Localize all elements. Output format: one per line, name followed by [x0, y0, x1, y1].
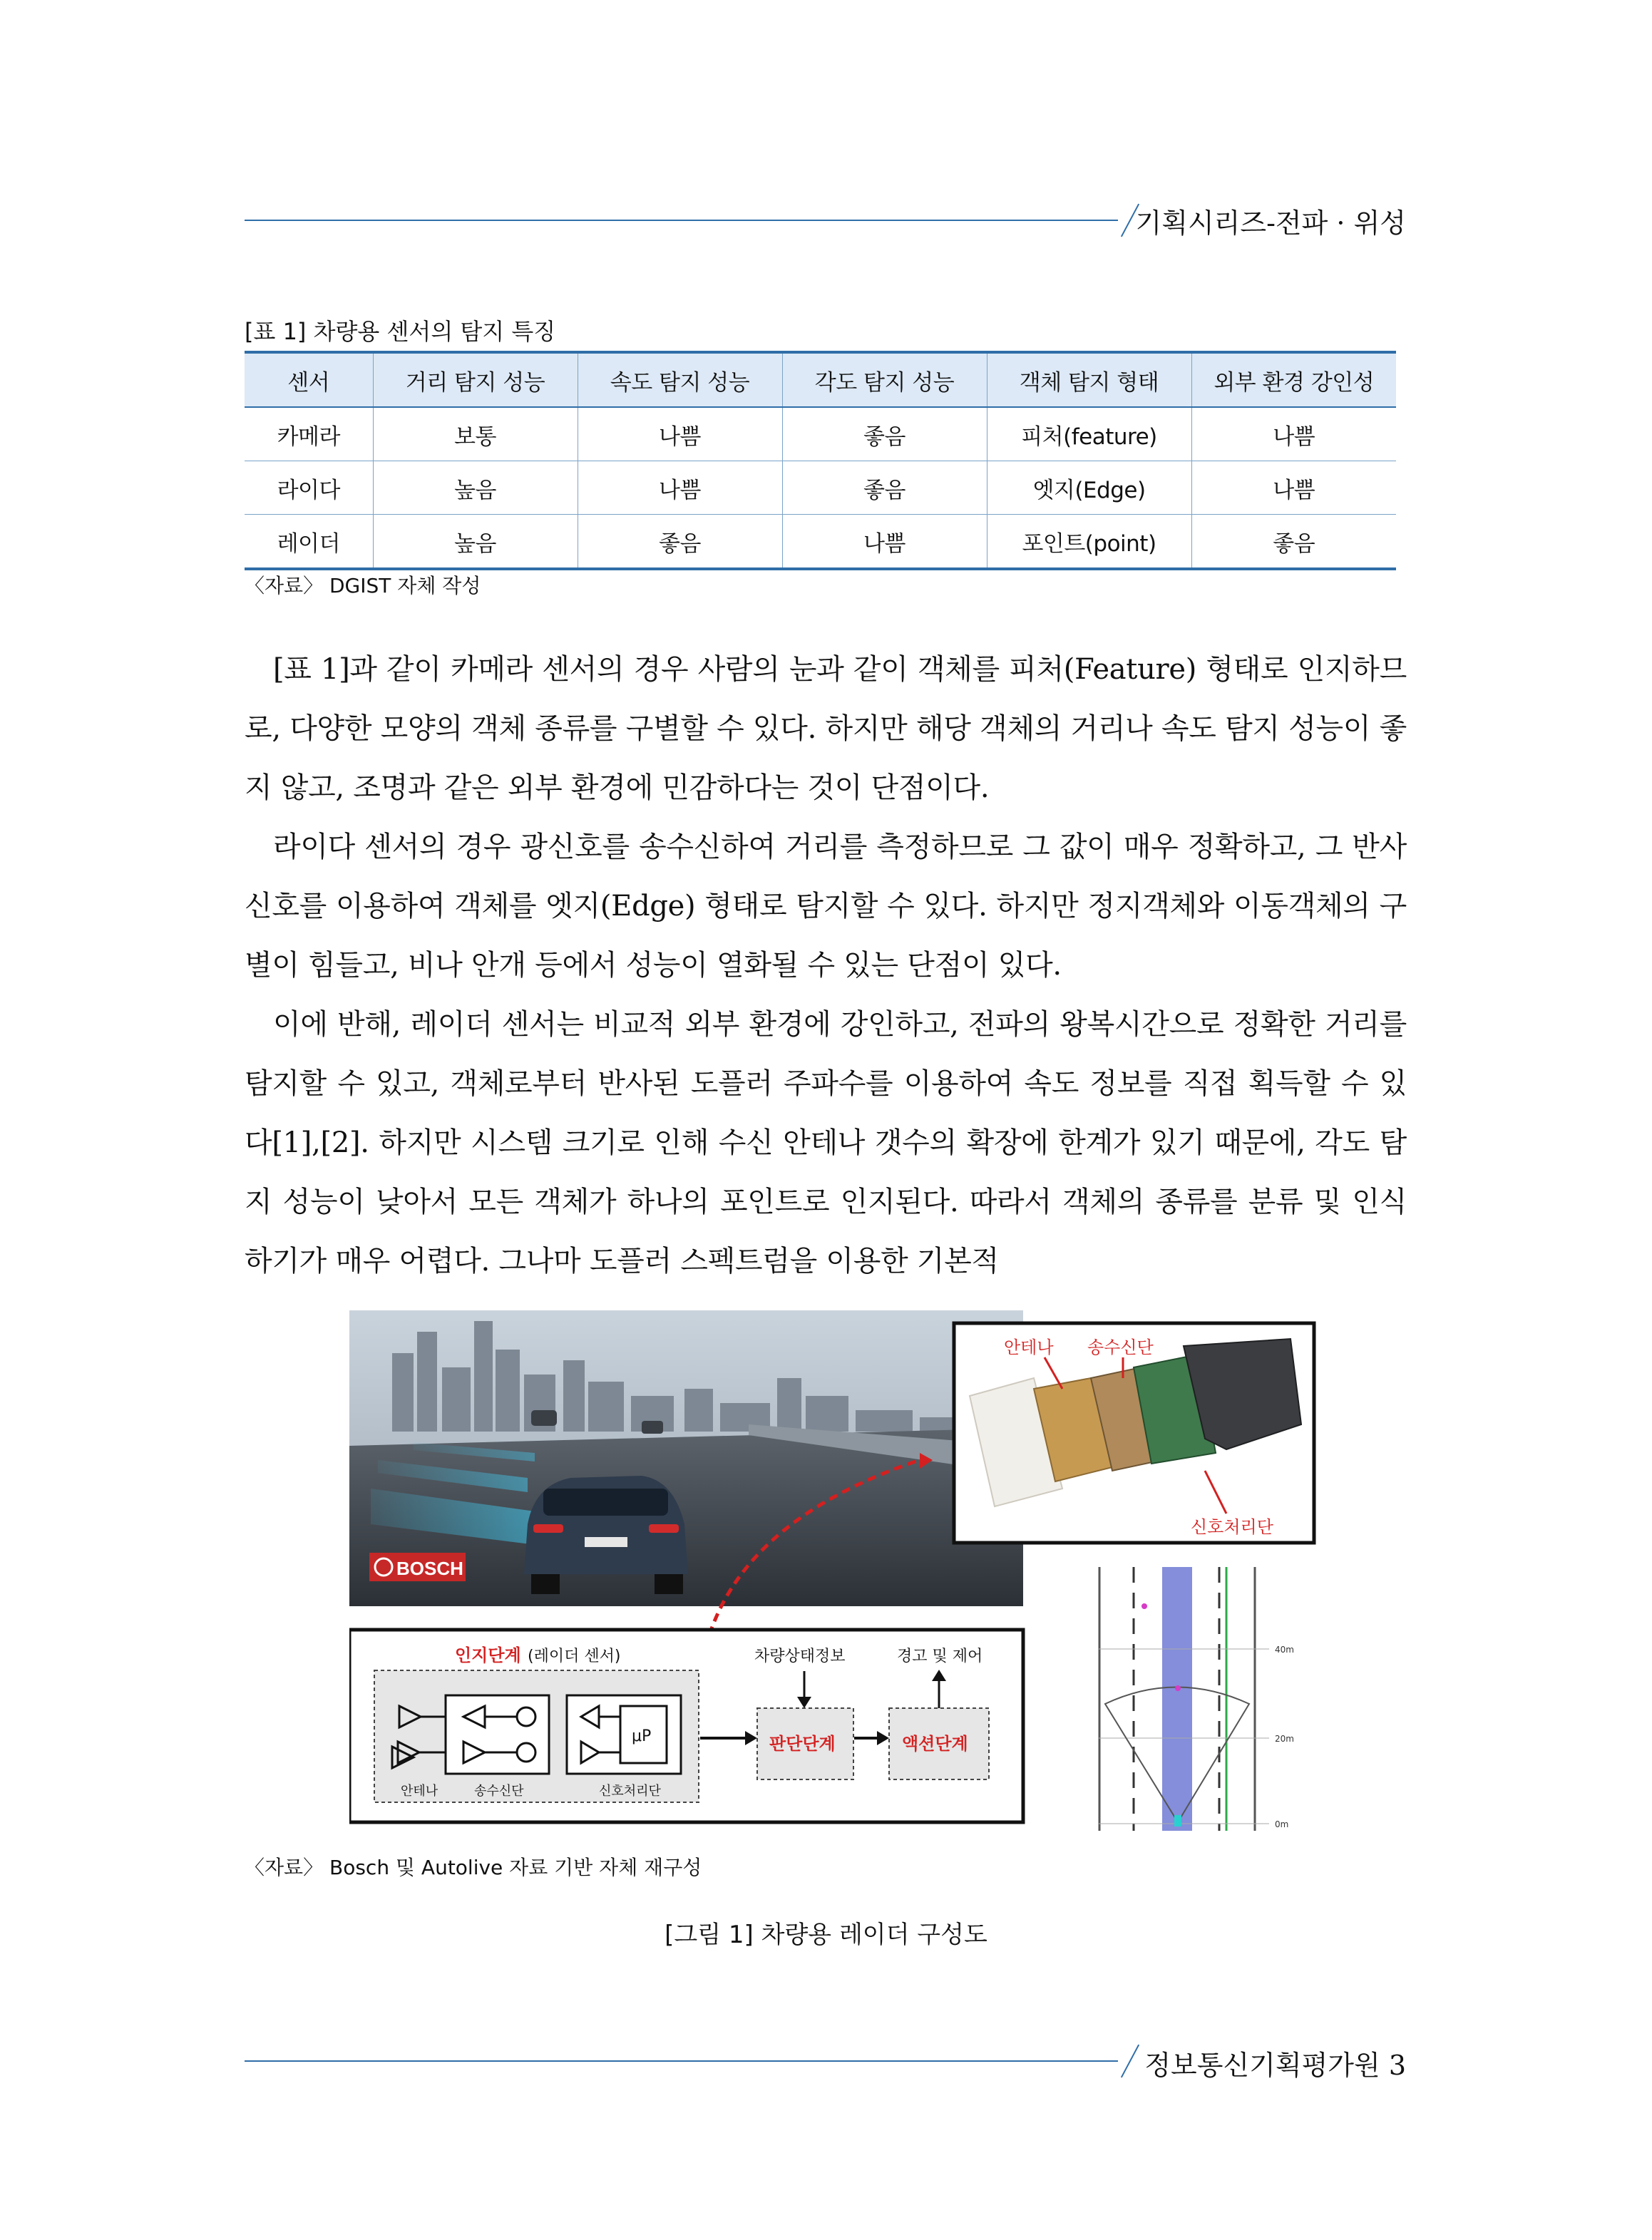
radar-module-photo	[954, 1323, 1314, 1543]
table-cell: 라이다	[245, 461, 373, 515]
header-cell: 객체 탐지 형태	[987, 352, 1191, 407]
table-cell: 나쁨	[1273, 477, 1315, 503]
table-cell: 나쁨	[782, 515, 987, 570]
running-header: 기획시리즈-전파 · 위성	[1135, 207, 1406, 239]
footer-rule	[245, 2060, 1118, 2062]
table-cell: 좋음	[782, 461, 987, 515]
table-cell: 포인트(point)	[987, 515, 1191, 570]
header-rule	[245, 220, 1118, 221]
diagram-signal-processing-label: 신호처리단	[599, 1784, 661, 1799]
header-cell: 각도 탐지 성능	[782, 352, 987, 407]
body-text	[245, 640, 1407, 1291]
signal-processing-label: 신호처리단	[1191, 1517, 1273, 1537]
table-cell: 엣지(Edge)	[987, 461, 1191, 515]
header-cell: 센서	[245, 352, 373, 407]
processor-label: μP	[632, 1727, 652, 1745]
diagram-antenna-label: 안테나	[401, 1784, 438, 1799]
table-cell: 나쁨	[578, 461, 782, 515]
footer-org: 정보통신기획평가원	[1144, 2050, 1380, 2081]
sensor-table	[245, 351, 1396, 570]
footer-slash	[1121, 2045, 1139, 2078]
table-row	[245, 407, 1396, 461]
paragraph: [표 1]과 같이 카메라 센서의 경우 사람의 눈과 같이 객체를 피처(Feature) 형태로 인지하므로, 다양한 모양의 객체 종류를 구별할 수 있다. 하지만 해당 객체의 거리나 속도 탐지 성능이 좋지 않고, 조명과 같은 외부 환경에 민감하다는 것이 단점이다.	[245, 653, 1407, 804]
perception-note: (레이더 센서)	[528, 1648, 621, 1665]
table-cell: 레이더	[245, 515, 373, 570]
footer-text	[1144, 2043, 1406, 2082]
table-cell: 나쁨	[578, 407, 782, 461]
paragraph: 라이다 센서의 경우 광신호를 송수신하여 거리를 측정하므로 그 값이 매우 정확하고, 그 반사 신호를 이용하여 객체를 엣지(Edge) 형태로 탐지할 수 있다. 하지만 정지객체와 이동객체의 구별이 힘들고, 비나 안개 등에서 성능이 열화될 수 있는 단점이 있다.	[245, 831, 1407, 982]
figure-source: 〈자료〉 Bosch 및 Autolive 자료 기반 자체 재구성	[245, 1856, 702, 1879]
lane-detection-diagram	[1098, 1567, 1294, 1831]
table-cell: 좋음	[578, 515, 782, 570]
vehicle-state-label: 차량상태정보	[754, 1648, 846, 1665]
table-caption: [표 1] 차량용 센서의 탐지 특징	[245, 318, 556, 345]
table-cell: 카메라	[245, 407, 373, 461]
table-cell: 좋음	[782, 407, 987, 461]
transceiver-label: 송수신단	[1087, 1337, 1154, 1357]
table-cell: 나쁨	[1273, 423, 1315, 450]
decision-stage-label: 판단단계	[769, 1734, 836, 1754]
distance-20m: 20m	[1275, 1734, 1294, 1744]
table-cell: 높음	[373, 461, 578, 515]
action-stage-label: 액션단계	[902, 1734, 968, 1754]
figure-graphic	[349, 1310, 1348, 1831]
distance-0m: 0m	[1275, 1819, 1289, 1829]
radar-figure	[349, 1310, 1348, 1831]
figure-caption: [그림 1] 차량용 레이더 구성도	[665, 1921, 987, 1949]
table-row	[245, 461, 1396, 515]
diagram-transceiver-label: 송수신단	[474, 1784, 524, 1799]
distance-40m: 40m	[1275, 1645, 1294, 1655]
table-row	[245, 515, 1396, 570]
table-header-row	[245, 352, 1396, 407]
header-cell: 거리 탐지 성능	[373, 352, 578, 407]
header-cell: 속도 탐지 성능	[578, 352, 782, 407]
page-number: 3	[1388, 2050, 1406, 2081]
warning-control-label: 경고 및 제어	[897, 1648, 983, 1665]
block-diagram	[349, 1630, 1023, 1822]
header-cell: 외부 환경 강인성	[1214, 369, 1375, 396]
antenna-label: 안테나	[1004, 1337, 1054, 1357]
perception-stage-label: 인지단계	[455, 1645, 521, 1665]
table-source: 〈자료〉 DGIST 자체 작성	[245, 574, 481, 597]
table-cell: 피처(feature)	[987, 407, 1191, 461]
table-cell: 좋음	[1273, 530, 1315, 557]
table-cell: 보통	[373, 407, 578, 461]
paragraph: 이에 반해, 레이더 센서는 비교적 외부 환경에 강인하고, 전파의 왕복시간으로 정확한 거리를 탐지할 수 있고, 객체로부터 반사된 도플러 주파수를 이용하여 속도 정보를 직접 획득할 수 있다[1],[2]. 하지만 시스템 크기로 인해 수신 안테나 갯수의 확장에 한계가 있기 때문에, 각도 탐지 성능이 낮아서 모든 객체가 하나의 포인트로 인지된다. 따라서 객체의 종류를 분류 및 인식하기가 매우 어렵다. 그나마 도플러 스펙트럼을 이용한 기본적	[245, 1008, 1407, 1278]
bosch-logo-text: BOSCH	[396, 1558, 463, 1579]
table-cell: 높음	[373, 515, 578, 570]
